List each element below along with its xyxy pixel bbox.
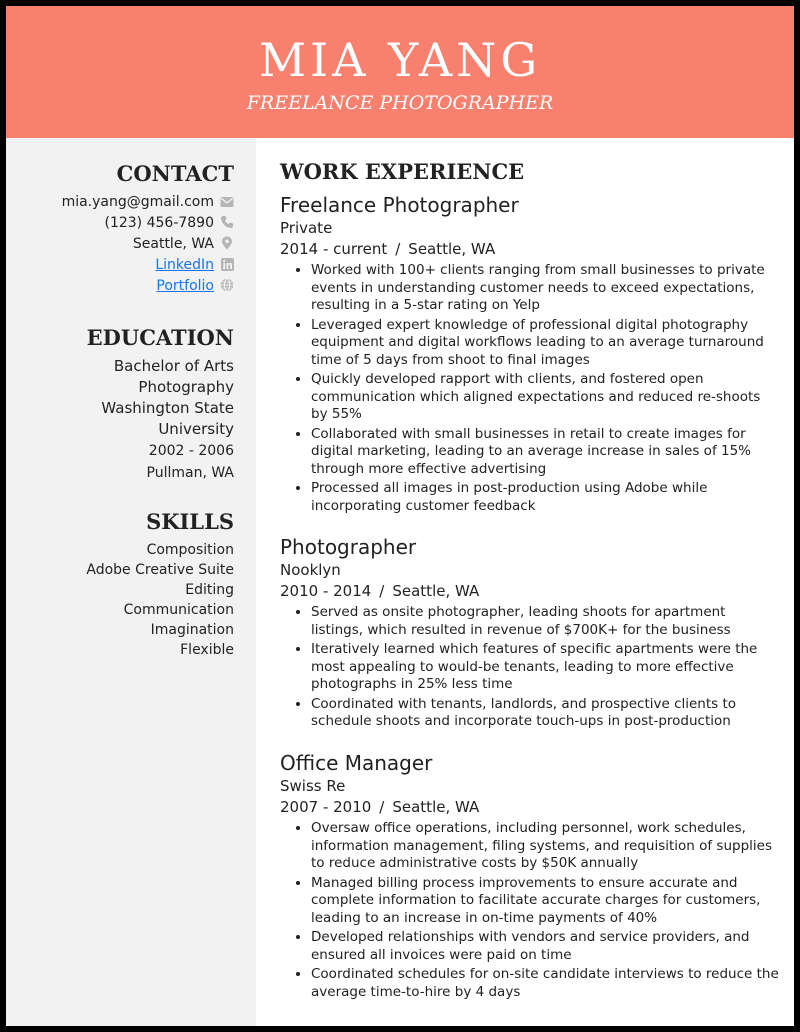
resume-page [6,6,794,1026]
skill-item: Flexible [180,642,234,658]
job-dates: 2007 - 2010 [280,798,372,816]
work-experience-heading: WORK EXPERIENCE [280,159,525,184]
education-heading: EDUCATION [86,325,234,350]
job-entry [280,192,780,517]
candidate-name: MIA YANG [258,33,542,87]
job-bullets [280,604,780,731]
location-text: Seattle, WA [132,236,214,252]
envelope-icon [220,194,234,208]
job-location: Seattle, WA [392,798,480,816]
skills-section [14,508,234,660]
job-title: Freelance Photographer [280,193,519,217]
education-major: Photography [138,378,234,396]
job-bullet: • Iteratively learned which features of specific apartments were the most appealing to would-be tenants, leading to more effective photographs in 25% less time [311,641,780,694]
job-meta [280,239,780,260]
contact-linkedin[interactable] [14,255,234,276]
skill-item: Imagination [150,622,234,638]
contact-heading: CONTACT [116,161,234,186]
contact-section [14,160,234,297]
job-meta [280,797,780,818]
job-bullet: • Coordinated schedules for on-site candidate interviews to reduce the average time-to-hire by 4 days [311,966,780,1001]
education-school: Washington State University [101,399,234,438]
job-location: Seattle, WA [392,582,480,600]
job-meta [280,581,780,602]
education-years: 2002 - 2006 [148,443,234,459]
skill-item: Communication [123,602,234,618]
job-dates: 2010 - 2014 [280,582,372,600]
globe-icon [220,278,234,292]
job-company: Nooklyn [280,561,341,579]
contact-phone [14,213,234,234]
job-bullets [280,820,780,1001]
contact-location [14,234,234,255]
education-degree: Bachelor of Arts [113,357,234,375]
job-bullet: • Served as onsite photographer, leading shoots for apartment listings, which resulted in revenue of $700K+ for the business [311,604,780,639]
job-entry [280,750,780,1003]
job-bullet: • Quickly developed rapport with clients, and fostered open communication which aligned expectations and reduced re-shoots by 55% [311,371,780,424]
job-bullet: • Processed all images in post-production using Adobe while incorporating customer feedback [311,480,780,515]
skill-item: Composition [146,542,234,558]
phone-text: (123) 456-7890 [104,215,214,231]
sidebar [6,138,256,1026]
job-bullet: • Oversaw office operations, including personnel, work schedules, information management, filing systems, and requisition of supplies to reduce administrative costs by $50K annually [311,820,780,873]
contact-portfolio[interactable] [14,276,234,297]
job-bullets [280,262,780,515]
job-location: Seattle, WA [408,240,496,258]
linkedin-link[interactable]: LinkedIn [155,257,214,273]
job-bullet: • Managed billing process improvements to ensure accurate and complete information to facilitate accurate charges for customers, leading to an increase in on-time payments of 40% [311,875,780,928]
job-bullet: • Leveraged expert knowledge of professional digital photography equipment and digital workflows leading to an average turnaround time of 5 days from shoot to final images [311,317,780,370]
resume-header [6,6,794,138]
education-section [14,324,234,484]
job-separator: / [379,798,385,816]
job-bullet: • Developed relationships with vendors and service providers, and ensured all invoices were paid on time [311,929,780,964]
education-location: Pullman, WA [146,465,234,481]
skill-item: Adobe Creative Suite [86,562,234,578]
job-title: Photographer [280,535,417,559]
job-title: Office Manager [280,751,433,775]
job-bullet: • Collaborated with small businesses in retail to create images for digital marketing, leading to an average increase in sales of 15% through more effective advertising [311,426,780,479]
email-text: mia.yang@gmail.com [61,194,214,210]
candidate-title: FREELANCE PHOTOGRAPHER [246,92,554,114]
skill-item: Editing [185,582,234,598]
phone-icon [220,215,234,229]
job-separator: / [379,582,385,600]
skills-heading: SKILLS [146,509,234,534]
job-bullet: • Worked with 100+ clients ranging from small businesses to private events in understanding customer needs to exceed expectations, resulting in a 5-star rating on Yelp [311,262,780,315]
job-entry [280,534,780,733]
job-bullet: • Coordinated with tenants, landlords, and prospective clients to schedule shoots and incorporate touch-ups in post-production [311,696,780,731]
job-company: Private [280,219,333,237]
linkedin-icon [220,257,234,271]
contact-email [14,192,234,213]
portfolio-link[interactable]: Portfolio [156,278,214,294]
job-company: Swiss Re [280,777,346,795]
map-pin-icon [220,236,234,250]
job-dates: 2014 - current [280,240,388,258]
job-separator: / [395,240,401,258]
